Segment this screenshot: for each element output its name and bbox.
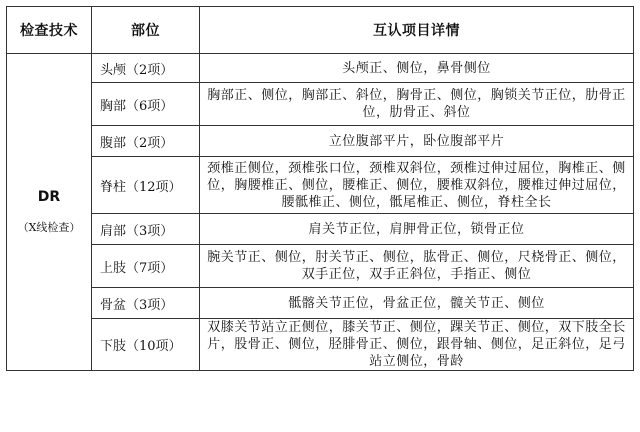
- table-row: [7, 245, 634, 288]
- detail-cell: 颈椎正侧位，颈椎张口位，颈椎双斜位，颈椎过伸过屈位，胸椎正、侧位，胸腰椎正、侧位，腰椎正、侧位，腰椎双斜位，腰椎过伸过屈位，腰骶椎正、侧位，骶尾椎正、侧位，脊柱全长: [200, 157, 634, 214]
- part-cell: 头颅（2项）: [92, 54, 200, 83]
- detail-cell: 胸部正、侧位，胸部正、斜位，胸骨正、侧位，胸锁关节正位，肋骨正位，肋骨正、斜位: [200, 83, 634, 126]
- table-row: [7, 126, 634, 157]
- technique-subtitle: （X线检查）: [17, 221, 81, 234]
- exam-items-table: [6, 6, 634, 371]
- header-technique: 检查技术: [7, 7, 92, 54]
- detail-cell: 骶髂关节正位，骨盆正位，髋关节正、侧位: [200, 288, 634, 319]
- part-cell: 脊柱（12项）: [92, 157, 200, 214]
- detail-cell: 肩关节正位，肩胛骨正位，锁骨正位: [200, 214, 634, 245]
- technique-cell: [7, 54, 92, 371]
- part-cell: 肩部（3项）: [92, 214, 200, 245]
- table-row: [7, 83, 634, 126]
- detail-cell: 头颅正、侧位，鼻骨侧位: [200, 54, 634, 83]
- detail-cell: 腕关节正、侧位，肘关节正、侧位，肱骨正、侧位，尺桡骨正、侧位，双手正位，双手正斜位，手指正、侧位: [200, 245, 634, 288]
- technique-name: DR: [37, 189, 61, 205]
- table-row: [7, 54, 634, 83]
- detail-cell: 双膝关节站立正侧位，膝关节正、侧位，踝关节正、侧位，双下肢全长片，股骨正、侧位，胫腓骨正、侧位，跟骨轴、侧位，足正斜位，足弓站立侧位，骨龄: [200, 319, 634, 371]
- table-row: [7, 319, 634, 371]
- header-row: [7, 7, 634, 54]
- part-cell: 骨盆（3项）: [92, 288, 200, 319]
- part-cell: 下肢（10项）: [92, 319, 200, 371]
- part-cell: 腹部（2项）: [92, 126, 200, 157]
- table-row: [7, 157, 634, 214]
- header-part: 部位: [92, 7, 200, 54]
- detail-cell: 立位腹部平片，卧位腹部平片: [200, 126, 634, 157]
- part-cell: 上肢（7项）: [92, 245, 200, 288]
- part-cell: 胸部（6项）: [92, 83, 200, 126]
- table-row: [7, 214, 634, 245]
- header-detail: 互认项目详情: [200, 7, 634, 54]
- table-row: [7, 288, 634, 319]
